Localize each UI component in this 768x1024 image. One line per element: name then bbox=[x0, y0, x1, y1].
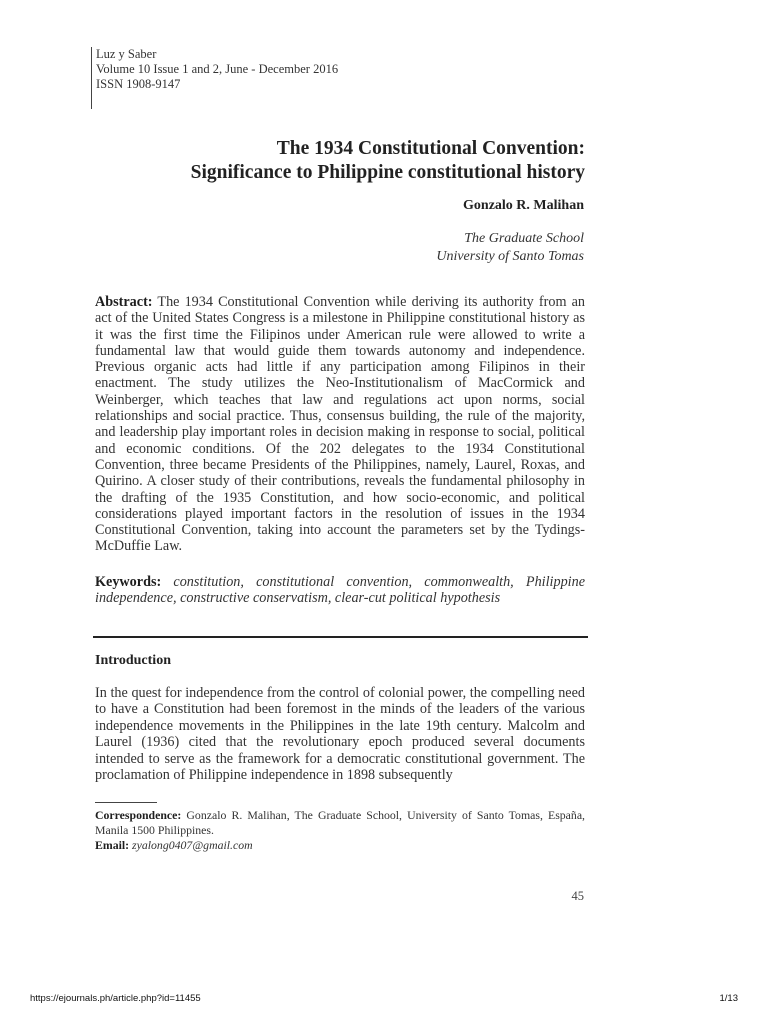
keywords-label: Keywords: bbox=[95, 574, 162, 590]
title-line-1: The 1934 Constitutional Convention: bbox=[276, 138, 585, 159]
correspondence-text: Gonzalo R. Malihan, The Graduate School, University of Santo Tomas, España, Manila 1500 Philippines. bbox=[95, 808, 586, 837]
abstract bbox=[95, 294, 585, 555]
affiliation-line-2: University of Santo Tomas bbox=[436, 249, 584, 264]
footnote bbox=[95, 808, 585, 853]
abstract-label: Abstract: bbox=[95, 294, 153, 310]
introduction-text: In the quest for independence from the control of colonial power, the compelling need to have a Constitution had been foremost in the minds of the leaders of the various independence movements in the Philippines in the late 19th century. Malcolm and Laurel (1936) cited that the revolutionary epoch produced several documents intended to serve as the framework for a democratic constitutional government. The proclamation of Philippine independence in 1898 subsequently bbox=[95, 685, 585, 784]
footer-page-count: 1/13 bbox=[719, 993, 738, 1004]
author-name: Gonzalo R. Malihan bbox=[463, 198, 584, 213]
page-number: 45 bbox=[571, 889, 584, 903]
journal-name: Luz y Saber bbox=[96, 47, 157, 61]
keywords-text: constitution, constitutional convention, commonwealth, Philippine independence, constructive conservatism, clear-cut political hypothesis bbox=[95, 574, 586, 607]
author-affiliation bbox=[436, 230, 584, 266]
journal-issn: ISSN 1908-9147 bbox=[96, 77, 181, 91]
journal-volume: Volume 10 Issue 1 and 2, June - December 2016 bbox=[96, 62, 339, 76]
abstract-text: The 1934 Constitutional Convention while deriving its authority from an act of the United States Congress is a milestone in Philippine constitutional history as it was the first time the Filipinos under American rule were allowed to write a fundamental law that would guide them towards autonomy and independence. Previous organic acts had little if any participation among Filipinos in their enactment. The study utilizes the Neo-Institutionalism of MacCormick and Weinberger, which teaches that law and regulations act upon norms, social relationships and social practice. Thus, consensus building, the rule of the majority, and leadership play important roles in decision making in response to social, political and economic conditions. Of the 202 delegates to the 1934 Constitutional Convention, three became Presidents of the Philippines, namely, Laurel, Roxas, and Quirino. A closer study of their contributions, reveals the fundamental philosophy in the drafting of the 1935 Constitution, and how socio-economic, and political considerations played important factors in the resolution of issues in the 1934 Constitutional Convention, taking into account the parameters set by the Tydings-McDuffie Law. bbox=[95, 294, 585, 555]
email-label: Email: bbox=[95, 838, 130, 852]
title-line-2: Significance to Philippine constitutional history bbox=[190, 162, 585, 183]
section-divider bbox=[93, 636, 588, 638]
introduction-heading: Introduction bbox=[95, 653, 171, 668]
footer-url[interactable]: https://ejournals.ph/article.php?id=11455 bbox=[30, 993, 201, 1004]
footnote-divider bbox=[95, 802, 157, 803]
keywords bbox=[95, 574, 585, 607]
journal-header bbox=[91, 47, 356, 109]
correspondence-label: Correspondence: bbox=[95, 808, 182, 822]
article-title bbox=[94, 137, 585, 185]
email-link[interactable]: zyalong0407@gmail.com bbox=[132, 838, 253, 852]
affiliation-line-1: The Graduate School bbox=[464, 231, 584, 246]
